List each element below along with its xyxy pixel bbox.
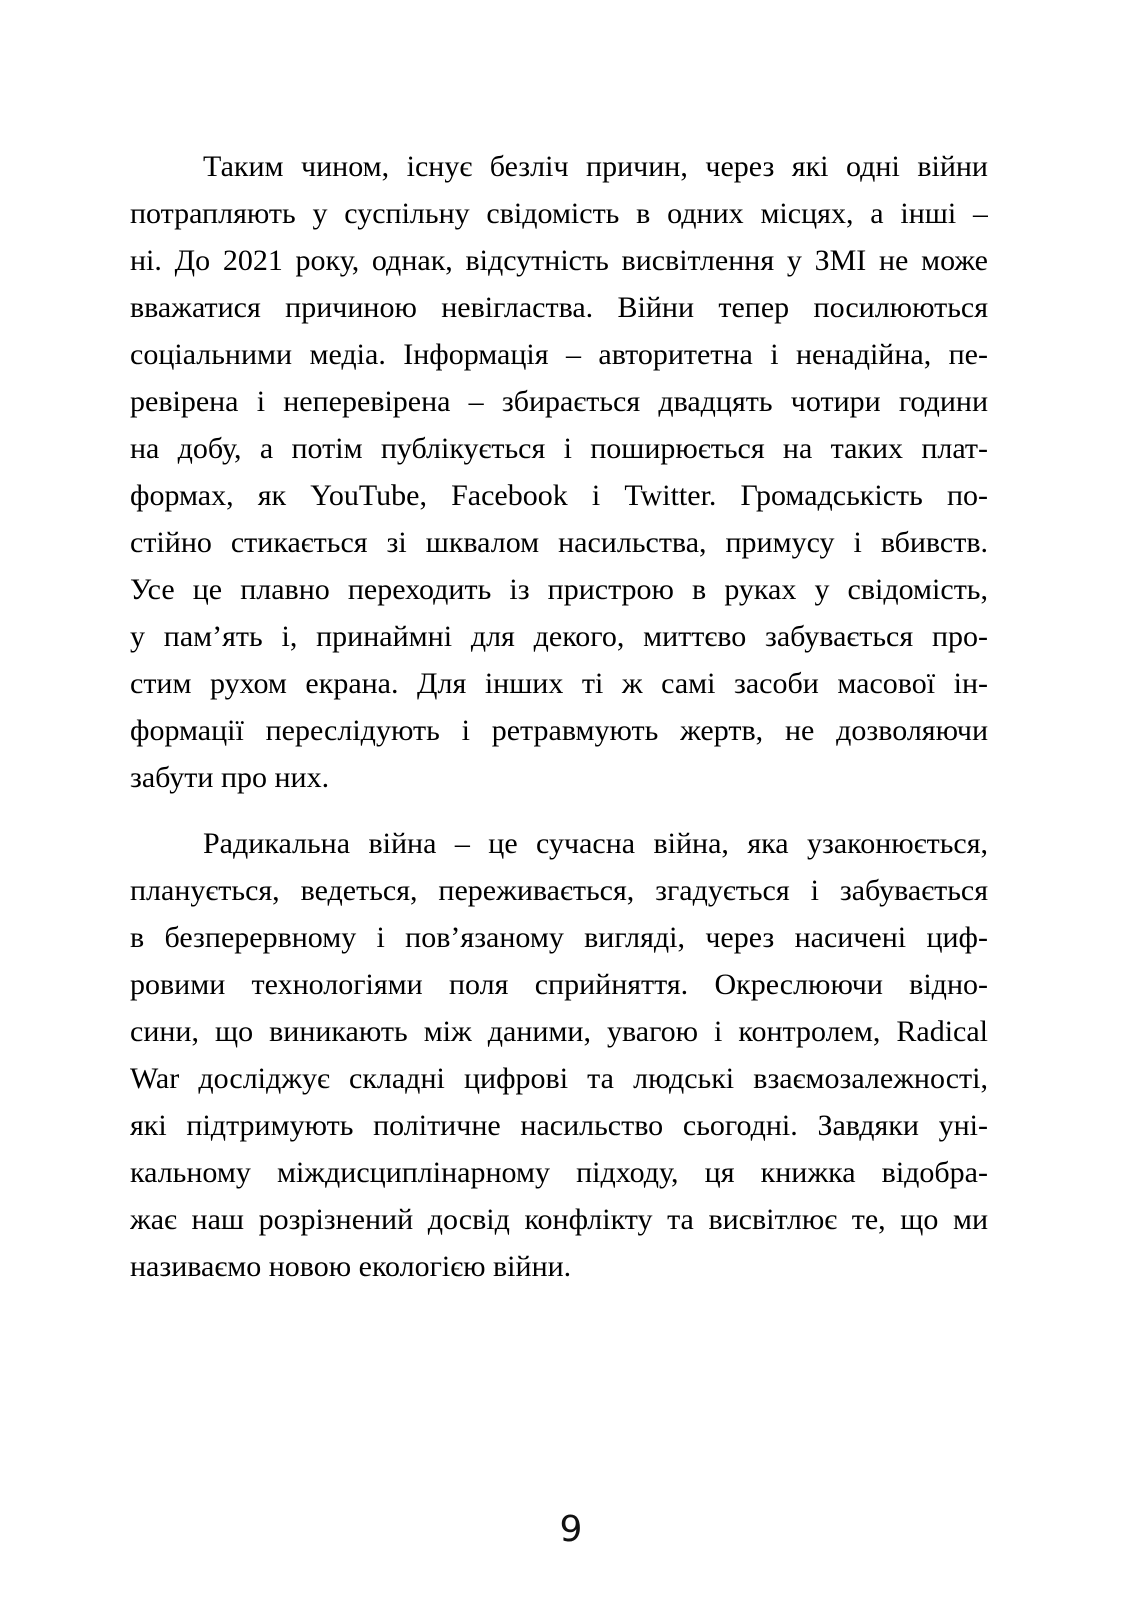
text-line: ровими технологіями поля сприйняття. Окреслюючи відно- — [130, 968, 988, 1001]
text-line: кальному міждисциплінарному підходу, ця книжка відобра- — [130, 1156, 988, 1189]
text-line: Усе це плавно переходить із пристрою в руках у свідомість, — [130, 573, 988, 606]
text-line: забути про них. — [130, 761, 330, 794]
text-line: ні. До 2021 року, однак, відсутність висвітлення у ЗМІ не може — [130, 244, 988, 277]
text-line: ревірена і неперевірена – збирається двадцять чотири години — [130, 385, 988, 418]
text-line: Радикальна війна – це сучасна війна, яка узаконюється, — [203, 827, 988, 860]
text-line: Таким чином, існує безліч причин, через які одні війни — [203, 150, 988, 183]
text-line: соціальними медіа. Інформація – авторитетна і ненадійна, пе- — [130, 338, 988, 371]
text-line: у пам’ять і, принаймні для декого, миттєво забувається про- — [130, 620, 988, 653]
text-line: стійно стикається зі шквалом насильства, примусу і вбивств. — [130, 526, 988, 559]
text-line: формах, як YouTube, Facebook і Twitter. Громадськість по- — [130, 479, 988, 512]
text-line: сини, що виникають між даними, увагою і контролем, Radical — [130, 1015, 988, 1048]
text-line: на добу, а потім публікується і поширюється на таких плат- — [130, 432, 988, 465]
text-line: War досліджує складні цифрові та людські взаємозалежності, — [130, 1062, 988, 1095]
text-line: які підтримують політичне насильство сьогодні. Завдяки уні- — [130, 1109, 988, 1142]
page-number: 9 — [559, 1509, 583, 1550]
paragraph-2 — [130, 820, 988, 1290]
text-line: стим рухом екрана. Для інших ті ж самі засоби масової ін- — [130, 667, 988, 700]
text-line: вважатися причиною невігластва. Війни тепер посилюються — [130, 291, 988, 324]
text-line: потрапляють у суспільну свідомість в одних місцях, а інші – — [130, 197, 988, 230]
text-line: жає наш розрізнений досвід конфлікту та висвітлює те, що ми — [130, 1203, 988, 1236]
paragraph-1 — [130, 143, 988, 801]
text-line: називаємо новою екологією війни. — [130, 1250, 572, 1283]
text-line: формації переслідують і ретравмують жертв, не дозволяючи — [130, 714, 988, 747]
text-line: в безперервному і пов’язаному вигляді, через насичені циф- — [130, 921, 988, 954]
text-line: планується, ведеться, переживається, згадується і забувається — [130, 874, 988, 907]
text-block — [130, 143, 988, 1290]
